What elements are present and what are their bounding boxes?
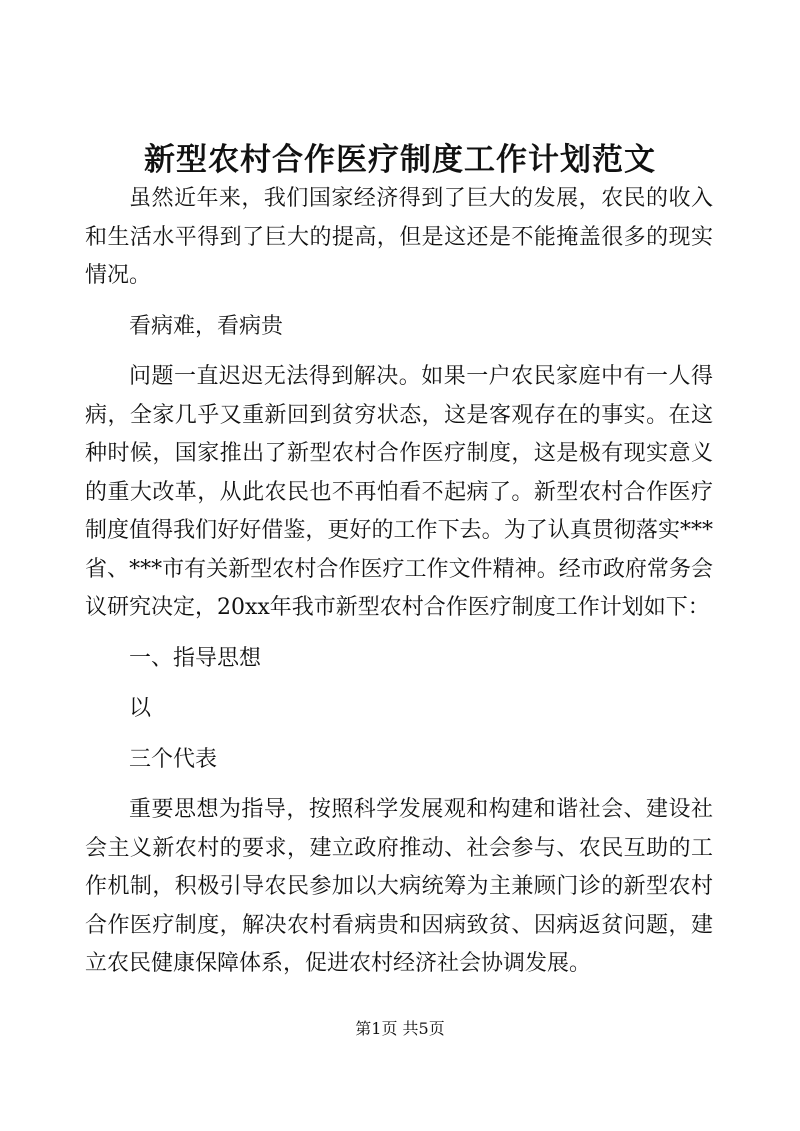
paragraph-intro: 虽然近年来，我们国家经济得到了巨大的发展，农民的收入和生活水平得到了巨大的提高，但是这还是不能掩盖很多的现实情况。 [85,186,713,288]
paragraph-guidance: 重要思想为指导，按照科学发展观和构建和谐社会、建设社会主义新农村的要求，建立政府推动、社会参与、农民互助的工作机制，积极引导农民参加以大病统筹为主兼顾门诊的新型农村合作医疗制度，解决农村看病贵和因病致贫、因病返贫问题，建立农民健康保障体系，促进农村经济社会协调发展。 [85,797,713,976]
section-heading-guiding-ideology: 一、指导思想 [129,645,262,671]
page-footer: 第1页 共5页 [355,1019,445,1038]
paragraph-three-represents: 三个代表 [129,746,218,772]
document-body [85,180,713,984]
paragraph-problem: 问题一直迟迟无法得到解决。如果一户农民家庭中有一人得病，全家几乎又重新回到贫穷状态，这是客观存在的事实。在这种时候，国家推出了新型农村合作医疗制度，这是极有现实意义的重大改革，从此农民也不再怕看不起病了。新型农村合作医疗制度值得我们好好借鉴，更好的工作下去。为了认真贯彻落实***省、***市有关新型农村合作医疗工作文件精神。经市政府常务会议研究决定，20xx年我市新型农村合作医疗制度工作计划如下： [85,364,713,620]
document-title: 新型农村合作医疗制度工作计划范文 [144,142,656,178]
paragraph-short-yi: 以 [129,696,152,721]
paragraph-topic: 看病难，看病贵 [129,313,284,339]
